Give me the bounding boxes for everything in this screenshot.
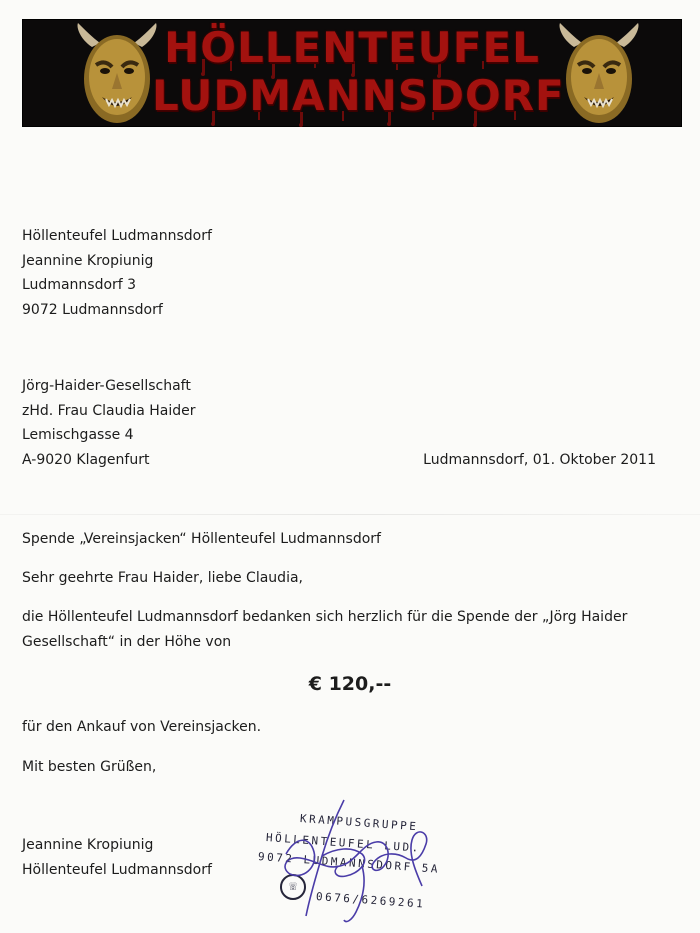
recipient-line: A-9020 Klagenfurt	[22, 451, 150, 468]
sender-line: Ludmannsdorf 3	[22, 277, 137, 293]
letter-subject: Spende „Vereinsjacken“ Höllenteufel Ludmannsdorf	[22, 531, 381, 547]
salutation: Sehr geehrte Frau Haider, liebe Claudia,	[22, 570, 303, 586]
recipient-line: Lemischgasse 4	[22, 427, 134, 443]
krampus-mask-right-icon	[556, 23, 642, 127]
recipient-address	[22, 374, 196, 472]
letter-date: Ludmannsdorf, 01. Oktober 2011	[423, 452, 656, 468]
banner-title-line1: HÖLLENTEUFEL	[164, 23, 540, 72]
body-paragraph-2: für den Ankauf von Vereinsjacken.	[22, 719, 262, 735]
stamp-line: KRAMPUSGRUPPE	[299, 812, 419, 834]
krampus-mask-left-icon	[74, 23, 160, 127]
sender-line: 9072 Ludmannsdorf	[22, 301, 163, 318]
body-line: die Höllenteufel Ludmannsdorf bedanken sich herzlich für die Spende der „Jörg Haider	[22, 609, 628, 625]
sender-address	[22, 224, 212, 322]
handwritten-signature	[266, 796, 446, 926]
stamp-line: HÖLLENTEUFEL LUD.	[265, 831, 422, 855]
donation-amount: € 120,--	[308, 673, 392, 695]
stamp-phone-number: 0676/6269261	[315, 890, 426, 911]
signer-line: Höllenteufel Ludmannsdorf	[22, 861, 212, 878]
phone-icon: ☏	[280, 874, 306, 900]
body-paragraph	[22, 605, 672, 654]
recipient-line: Jörg-Haider-Gesellschaft	[22, 378, 191, 394]
paper-crease	[0, 514, 700, 515]
stamp-line: 9072 LUDMANNSDORF 5A	[257, 850, 441, 876]
body-line: Gesellschaft“ in der Höhe von	[22, 633, 232, 650]
signer-line: Jeannine Kropiunig	[22, 837, 154, 853]
closing-greeting: Mit besten Grüßen,	[22, 759, 157, 775]
sender-line: Jeannine Kropiunig	[22, 252, 154, 269]
signer-block	[22, 833, 212, 882]
banner-title-line2: LUDMANNSDORF	[152, 71, 565, 120]
recipient-line: zHd. Frau Claudia Haider	[22, 402, 196, 419]
sender-line: Höllenteufel Ludmannsdorf	[22, 228, 212, 244]
letterhead-banner	[22, 19, 682, 127]
